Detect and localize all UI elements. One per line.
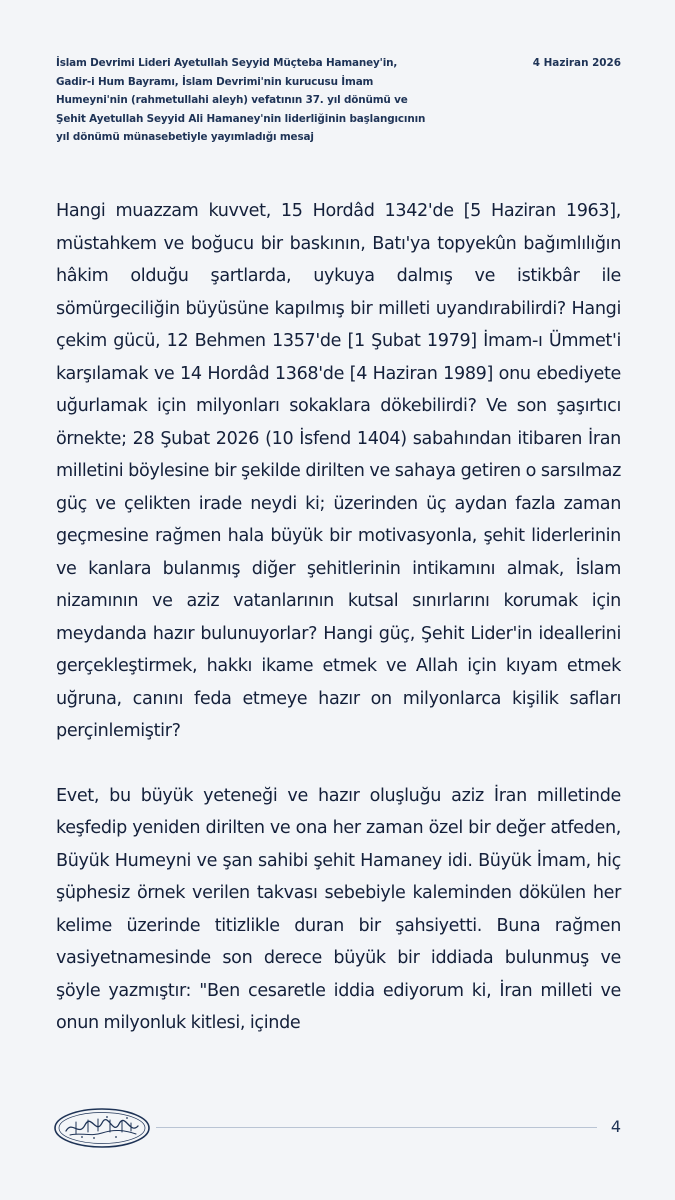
page-number: 4 [610,1117,621,1136]
message-body [56,195,621,1040]
message-title: İslam Devrimi Lideri Ayetullah Seyyid Müçteba Hamaney'in, Gadir-i Hum Bayramı, İslam Devrimi'nin kurucusu İmam Humeyni'nin (rahmetullahi aleyh) vefatının 37. yıl dönümü ve Şehit Ayetullah Seyyid Ali Hamaney'nin liderliğinin başlangıcının yıl dönümü münasebetiyle yayımladığı mesaj [56,57,426,144]
body-paragraph-1: Hangi muazzam kuvvet, 15 Hordâd 1342'de [5 Haziran 1963], müstahkem ve boğucu bir baskının, Batı'ya topyekûn bağımlılığın hâkim olduğu şartlarda, uykuya dalmış ve istikbâr ile sömürgeciliğin büyüsüne kapılmış bir milleti uyandırabilirdi? Hangi çekim gücü, 12 Behmen 1357'de [1 Şubat 1979] İmam-ı Ümmet'i karşılamak ve 14 Hordâd 1368'de [4 Haziran 1989] onu ebediyete uğurlamak için milyonları sokaklara dökebilirdi? Ve son şaşırtıcı örnekte; 28 Şubat 2026 (10 İsfend 1404) sabahından itibaren İran milletini böylesine bir şekilde dirilten ve sahaya getiren o sarsılmaz güç ve çelikten irade neydi ki; üzerinden üç aydan fazla zaman geçmesine rağmen hala büyük bir motivasyonla, şehit liderlerinin ve kanlara bulanmış diğer şehitlerinin intikamını almak, İslam nizamının ve aziz vatanlarının kutsal sınırlarını korumak için meydanda hazır bulunuyorlar? Hangi güç, Şehit Lider'in ideallerini gerçekleştirmek, hakkı ikame etmek ve Allah için kıyam etmek uğruna, canını feda etmeye hazır on milyonlarca kişilik safları perçinlemiştir? [56,201,621,741]
footer-divider [156,1127,597,1128]
body-paragraph-2: Evet, bu büyük yeteneği ve hazır oluşluğu aziz İran milletinde keşfedip yeniden dirilten ve ona her zaman özel bir değer atfeden, Büyük Humeyni ve şan sahibi şehit Hamaney idi. Büyük İmam, hiç şüphesiz örnek verilen takvası sebebiyle kaleminden dökülen her kelime üzerinde titizlikle duran bir şahsiyetti. Buna rağmen vasiyetnamesinde son derece büyük bir iddiada bulunmuş ve şöyle yazmıştır: "Ben cesaretle iddia ediyorum ki, İran milleti ve onun milyonluk kitlesi, içinde [56,785,621,1033]
page-footer [52,1098,625,1158]
message-date: 4 Haziran 2026 [532,57,621,69]
calligraphy-seal-icon [52,1106,152,1150]
